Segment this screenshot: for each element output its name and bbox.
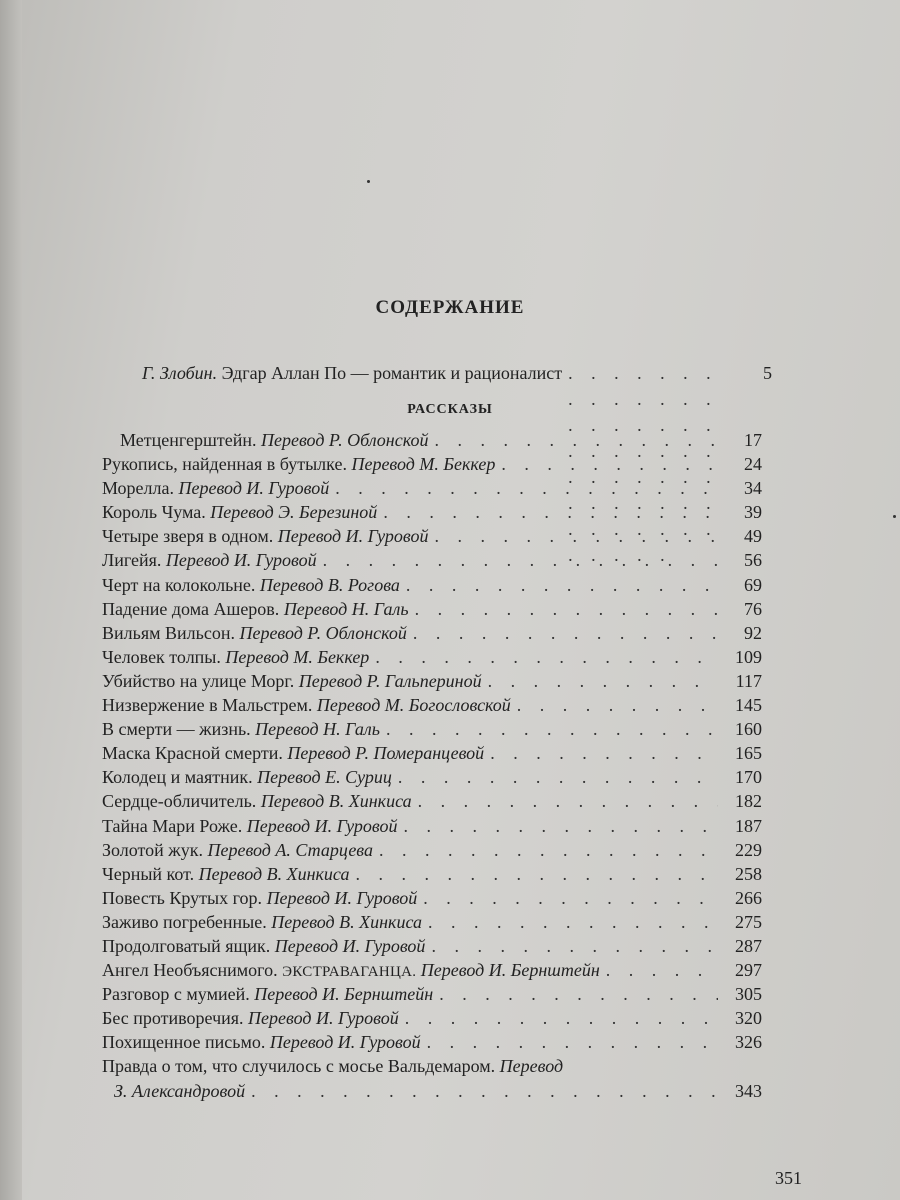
section-title: РАССКАЗЫ (407, 402, 493, 417)
leader-dots (349, 862, 718, 886)
toc-entry (102, 1030, 762, 1054)
toc-entry-text (114, 1079, 245, 1103)
entry-title: Ангел Необъяснимого. (102, 960, 278, 981)
toc-entry-text (102, 838, 373, 862)
toc-entry (102, 789, 762, 813)
leader-dots (482, 669, 718, 693)
entry-translator-cont: З. Александровой (114, 1080, 246, 1101)
toc-entry (102, 910, 762, 934)
entry-title: Колодец и маятник. (102, 767, 253, 788)
entry-translator: Перевод И. Бернштейн (254, 984, 434, 1005)
entry-translator: Перевод В. Рогова (259, 574, 400, 595)
entry-translator: Перевод Н. Галь (283, 598, 409, 619)
toc-entry (102, 717, 762, 741)
toc-entry-text (102, 669, 482, 693)
entry-title: В смерти — жизнь. (102, 719, 251, 740)
entry-page: 305 (735, 984, 762, 1005)
toc-entry-text (102, 1030, 421, 1054)
entry-page: 117 (735, 670, 762, 691)
toc-entry (102, 934, 762, 958)
entry-title: Убийство на улице Морг. (102, 670, 295, 691)
entry-title: Правда о том, что случилось с мосье Вальдемаром. (102, 1056, 496, 1077)
entry-title: Морелла. (102, 478, 174, 499)
entry-translator: Перевод Е. Суриц (257, 767, 392, 788)
toc-list (102, 428, 762, 1103)
toc-entry-text (102, 934, 425, 958)
toc-entry-text (102, 693, 511, 717)
page-number: 351 (775, 1168, 802, 1188)
toc-entry-text (102, 476, 329, 500)
intro-page: 5 (763, 363, 772, 383)
leader-dots (400, 573, 718, 597)
toc-entry-text (102, 621, 407, 645)
entry-page: 287 (735, 935, 762, 956)
toc-entry-text (102, 597, 409, 621)
leader-dots (495, 452, 718, 476)
entry-page: 266 (735, 887, 762, 908)
entry-page: 160 (735, 719, 762, 740)
entry-translator: Перевод И. Гуровой (277, 526, 429, 547)
entry-title: Рукопись, найденная в бутылке. (102, 454, 347, 475)
entry-translator: Перевод В. Хинкиса (271, 911, 423, 932)
entry-title: Похищенное письмо. (102, 1032, 266, 1053)
toc-entry (102, 669, 762, 693)
toc-entry (102, 741, 762, 765)
entry-page: 24 (744, 454, 762, 475)
entry-title: Маска Красной смерти. (102, 743, 283, 764)
toc-entry (102, 1054, 762, 1078)
toc-entry-text (102, 1054, 563, 1078)
entry-translator: Перевод В. Хинкиса (260, 791, 412, 812)
toc-entry (102, 838, 762, 862)
toc-entry-text (102, 524, 428, 548)
leader-dots (422, 910, 718, 934)
toc-entry-text (102, 500, 377, 524)
leader-dots (399, 1006, 718, 1030)
entry-page: 170 (735, 767, 762, 788)
entry-translator: Перевод И. Гуровой (178, 478, 330, 499)
leader-dots (369, 645, 718, 669)
toc-entry (102, 573, 762, 597)
entry-translator: Перевод И. Гуровой (274, 935, 426, 956)
toc-entry (102, 645, 762, 669)
entry-page: 92 (744, 622, 762, 643)
leader-dots (425, 934, 718, 958)
entry-translator: Перевод Р. Облонской (261, 430, 429, 450)
toc-entry-text (102, 573, 400, 597)
entry-translator: Перевод М. Беккер (225, 646, 370, 667)
entry-translator: Перевод И. Бернштейн (420, 960, 600, 981)
entry-translator: Перевод М. Беккер (351, 454, 496, 475)
entry-translator: Перевод И. Гуровой (269, 1032, 421, 1053)
entry-title: Четыре зверя в одном. (102, 526, 274, 547)
entry-genre: ЭКСТРАВАГАНЦА. (282, 964, 417, 981)
entry-page: 69 (744, 574, 762, 595)
entry-page: 34 (744, 478, 762, 499)
toc-entry (102, 476, 762, 500)
toc-entry (102, 765, 762, 789)
entry-page: 17 (744, 430, 762, 450)
entry-page: 229 (735, 839, 762, 860)
entry-translator: Перевод Р. Померанцевой (287, 743, 485, 764)
leader-dots (407, 621, 718, 645)
leader-dots (421, 1030, 718, 1054)
entry-page: 320 (735, 1008, 762, 1029)
entry-translator: Перевод А. Старцева (207, 839, 373, 860)
toc-entry-text (102, 1006, 399, 1030)
entry-page: 49 (744, 526, 762, 547)
leader-dots (329, 476, 718, 500)
book-spine (0, 0, 22, 1200)
entry-title: Продолговатый ящик. (102, 935, 271, 956)
toc-entry (102, 597, 762, 621)
leader-dots (392, 765, 718, 789)
leader-dots (245, 1079, 718, 1103)
entry-page: 343 (735, 1080, 762, 1101)
entry-page: 297 (735, 960, 762, 981)
entry-title: Черт на колокольне. (102, 574, 256, 595)
entry-translator: Перевод Р. Облонской (239, 622, 407, 643)
toc-entry (102, 886, 762, 910)
leader-dots (397, 814, 718, 838)
entry-page: 326 (735, 1032, 762, 1053)
entry-translator: Перевод Э. Березиной (210, 502, 378, 523)
intro-author: Г. Злобин. (142, 363, 218, 383)
toc-entry-text (102, 645, 369, 669)
toc-entry-text (102, 886, 417, 910)
toc-entry (102, 862, 762, 886)
entry-translator: Перевод (499, 1056, 564, 1077)
toc-entry-text (102, 910, 422, 934)
toc-entry-text (102, 548, 317, 572)
entry-translator: Перевод И. Гуровой (248, 1008, 399, 1029)
toc-entry-text (102, 765, 392, 789)
entry-title: Метценгерштейн. (120, 430, 257, 450)
leader-dots (380, 717, 718, 741)
entry-title: Разговор с мумией. (102, 984, 250, 1005)
toc-entry-text (102, 862, 349, 886)
leader-dots (409, 597, 718, 621)
print-speck (367, 180, 370, 183)
leader-dots (317, 548, 718, 572)
toc-entry-text (102, 958, 600, 984)
entry-translator: Перевод В. Хинкиса (198, 863, 350, 884)
toc-entry-text (102, 452, 495, 476)
print-speck (893, 515, 896, 518)
entry-title: Падение дома Ашеров. (102, 598, 280, 619)
toc-entry-text (102, 982, 433, 1006)
toc-entry-text (102, 717, 380, 741)
toc-entry-continuation (102, 1079, 762, 1103)
toc-entry (102, 1006, 762, 1030)
entry-title: Повесть Крутых гор. (102, 887, 263, 908)
entry-page: 56 (744, 550, 762, 571)
toc-entry (102, 548, 762, 572)
entry-translator: Перевод Р. Гальпериной (298, 670, 482, 691)
entry-title: Король Чума. (102, 502, 206, 523)
entry-title: Бес противоречия. (102, 1008, 244, 1029)
entry-title: Лигейя. (102, 550, 162, 571)
entry-page: 165 (735, 743, 762, 764)
toc-entry-text (102, 814, 397, 838)
leader-dots (428, 524, 718, 548)
entry-page: 182 (735, 791, 762, 812)
entry-page: 187 (735, 815, 762, 836)
toc-entry (102, 958, 762, 982)
leader-dots (600, 958, 718, 982)
toc-entry-text (120, 428, 428, 452)
intro-title: Эдгар Аллан По — романтик и рационалист (221, 363, 563, 383)
entry-page: 258 (735, 863, 762, 884)
entry-title: Заживо погребенные. (102, 911, 267, 932)
entry-page: 76 (744, 598, 762, 619)
entry-title: Человек толпы. (102, 646, 221, 667)
entry-translator: Перевод Н. Галь (255, 719, 380, 740)
entry-page: 39 (744, 502, 762, 523)
leader-dots (412, 789, 718, 813)
leader-dots (428, 428, 718, 452)
toc-entry (102, 814, 762, 838)
entry-title: Вильям Вильсон. (102, 622, 235, 643)
leader-dots (433, 982, 718, 1006)
toc-entry (102, 428, 762, 452)
toc-entry-text (102, 789, 412, 813)
toc-entry (102, 621, 762, 645)
leader-dots (417, 886, 718, 910)
leader-dots (373, 838, 718, 862)
toc-entry (102, 452, 762, 476)
toc-entry (102, 693, 762, 717)
entry-title: Черный кот. (102, 863, 195, 884)
entry-title: Золотой жук. (102, 839, 203, 860)
leader-dots (377, 500, 718, 524)
toc-entry (102, 500, 762, 524)
entry-translator: Перевод И. Гуровой (266, 887, 418, 908)
contents-title: СОДЕРЖАНИЕ (375, 297, 525, 318)
toc-entry (102, 982, 762, 1006)
toc-entry-text (102, 741, 484, 765)
entry-title: Тайна Мари Роже. (102, 815, 243, 836)
leader-dots (484, 741, 718, 765)
entry-title: Сердце-обличитель. (102, 791, 257, 812)
entry-title: Низвержение в Мальстрем. (102, 695, 313, 716)
entry-translator: Перевод М. Богословской (316, 695, 511, 716)
entry-page: 145 (735, 695, 762, 716)
entry-page: 275 (735, 911, 762, 932)
entry-page: 109 (735, 646, 762, 667)
entry-translator: Перевод И. Гуровой (246, 815, 398, 836)
leader-dots (511, 693, 718, 717)
entry-translator: Перевод И. Гуровой (165, 550, 317, 571)
toc-entry (102, 524, 762, 548)
